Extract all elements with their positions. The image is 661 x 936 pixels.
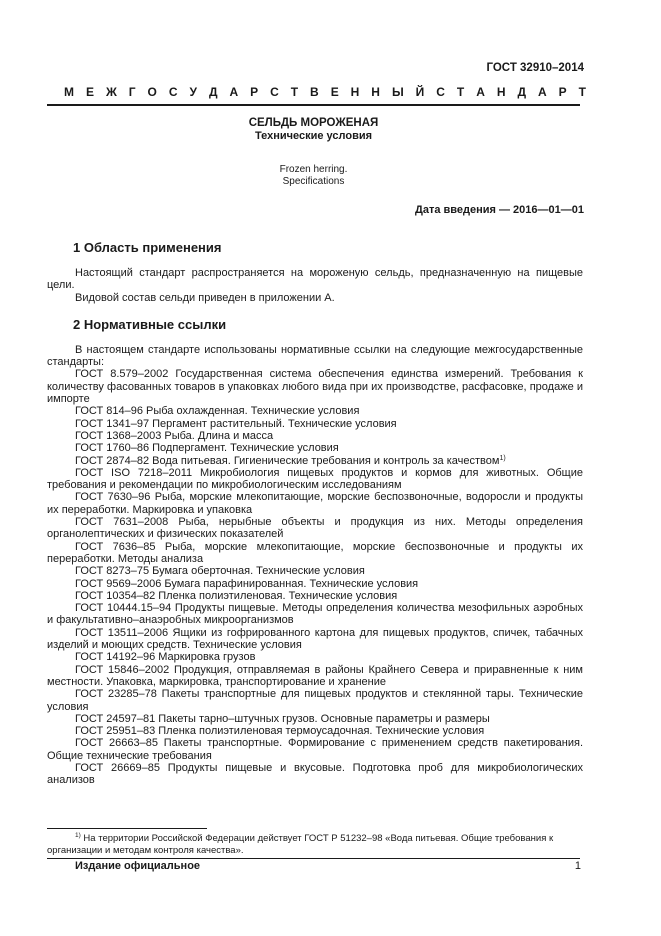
reference-item: ГОСТ 23285–78 Пакеты транспортные для пищевых продуктов и стеклянной тары. Технические условия — [47, 688, 583, 713]
reference-item: ГОСТ 10444.15–94 Продукты пищевые. Методы определения количества мезофильных аэробных и факультативно–анаэробных микроорганизмов — [47, 602, 583, 627]
footer-rule — [47, 858, 580, 859]
footnote-marker: 1) — [499, 454, 506, 462]
document-number: ГОСТ 32910–2014 — [486, 62, 584, 74]
reference-item: ГОСТ 25951–83 Пленка полиэтиленовая термоусадочная. Технические условия — [75, 725, 485, 738]
page-number: 1 — [574, 860, 581, 872]
section-1-heading: 1 Область применения — [73, 240, 222, 255]
reference-item: ГОСТ 9569–2006 Бумага парафинированная. Технические условия — [75, 577, 419, 590]
reference-item: ГОСТ 1368–2003 Рыба. Длина и масса — [75, 429, 274, 442]
reference-item: ГОСТ 24597–81 Пакеты тарно–штучных грузов. Основные параметры и размеры — [75, 712, 490, 725]
reference-item: ГОСТ 8273–75 Бумага оберточная. Технические условия — [75, 565, 365, 578]
reference-item: ГОСТ 8.579–2002 Государственная система обеспечения единства измерений. Требования к количеству фасованных товаров в упаковках любого вида при их производстве, расфасовке, продаже и импорте — [47, 368, 583, 406]
reference-item: ГОСТ 7631–2008 Рыба, нерыбные объекты и продукция из них. Методы определения органолептических и физических показателей — [47, 516, 583, 541]
reference-item: ГОСТ 1760–86 Подпергамент. Технические условия — [75, 442, 339, 455]
reference-item: ГОСТ 14192–96 Маркировка грузов — [75, 651, 256, 664]
document-body — [47, 228, 583, 787]
reference-item: ГОСТ 1341–97 Пергамент растительный. Технические условия — [75, 417, 397, 430]
footnote-text: На территории Российской Федерации действует ГОСТ Р 51232–98 «Вода питьевая. Общие требования к организации и методам контроля качества». — [47, 833, 554, 856]
reference-item: ГОСТ 814–96 Рыба охлажденная. Технические условия — [75, 405, 360, 418]
title-en: Frozen herring. — [279, 164, 348, 175]
footnote-separator — [47, 828, 207, 829]
interstate-standard-heading: М Е Ж Г О С У Д А Р С Т В Е Н Н Ы Й С Т А Н Д А Р Т — [64, 85, 586, 99]
reference-item: ГОСТ 15846–2002 Продукция, отправляемая в районы Крайнего Севера и приравненные к ним местности. Упаковка, маркировка, транспортирование и хранение — [47, 663, 583, 688]
title-block — [47, 117, 580, 188]
reference-item: ГОСТ 13511–2006 Ящики из гофрированного картона для пищевых продуктов, спичек, табачных изделий и моющих средств. Технические условия — [47, 626, 583, 652]
footnote-marker: 1) — [75, 832, 81, 839]
section-1-paragraph-2: Видовой состав сельди приведен в приложении А. — [75, 291, 335, 304]
reference-item: ГОСТ 26663–85 Пакеты транспортные. Формирование с применением средств пакетирования. Общие технические требования — [47, 737, 583, 762]
reference-item: ГОСТ ISO 7218–2011 Микробиология пищевых продуктов и кормов для животных. Общие требования и рекомендации по микробиологическим исследованиям — [47, 466, 583, 492]
reference-item: ГОСТ 10354–82 Пленка полиэтиленовая. Технические условия — [75, 589, 398, 602]
official-edition-label: Издание официальное — [75, 860, 201, 872]
header-rule — [47, 104, 580, 106]
section-2-heading: 2 Нормативные ссылки — [73, 316, 227, 332]
introduction-date: Дата введения — 2016—01—01 — [415, 204, 584, 216]
title-ru: СЕЛЬДЬ МОРОЖЕНАЯ — [248, 117, 379, 129]
reference-item: ГОСТ 7636–85 Рыба, морские млекопитающие, морские беспозвоночные и продукты их переработки. Методы анализа — [47, 540, 583, 565]
reference-item: ГОСТ 26669–85 Продукты пищевые и вкусовые. Подготовка проб для микробиологических анализов — [47, 761, 583, 787]
reference-text: ГОСТ 2874–82 Вода питьевая. Гигиенические требования и контроль за качеством — [75, 454, 500, 467]
subtitle-ru: Технические условия — [254, 130, 373, 142]
subtitle-en: Specifications — [282, 176, 345, 187]
section-2-intro: В настоящем стандарте использованы нормативные ссылки на следующие межгосударственные стандарты: — [47, 343, 583, 369]
reference-item-with-footnote — [47, 455, 583, 467]
reference-item: ГОСТ 7630–96 Рыба, морские млекопитающие, морские беспозвоночные, водоросли и продукты их переработки. Маркировка и упаковка — [47, 491, 583, 516]
footnote — [47, 833, 580, 856]
section-1-paragraph-1: Настоящий стандарт распространяется на мороженую сельдь, предназначенную на пищевые цели. — [47, 267, 583, 292]
